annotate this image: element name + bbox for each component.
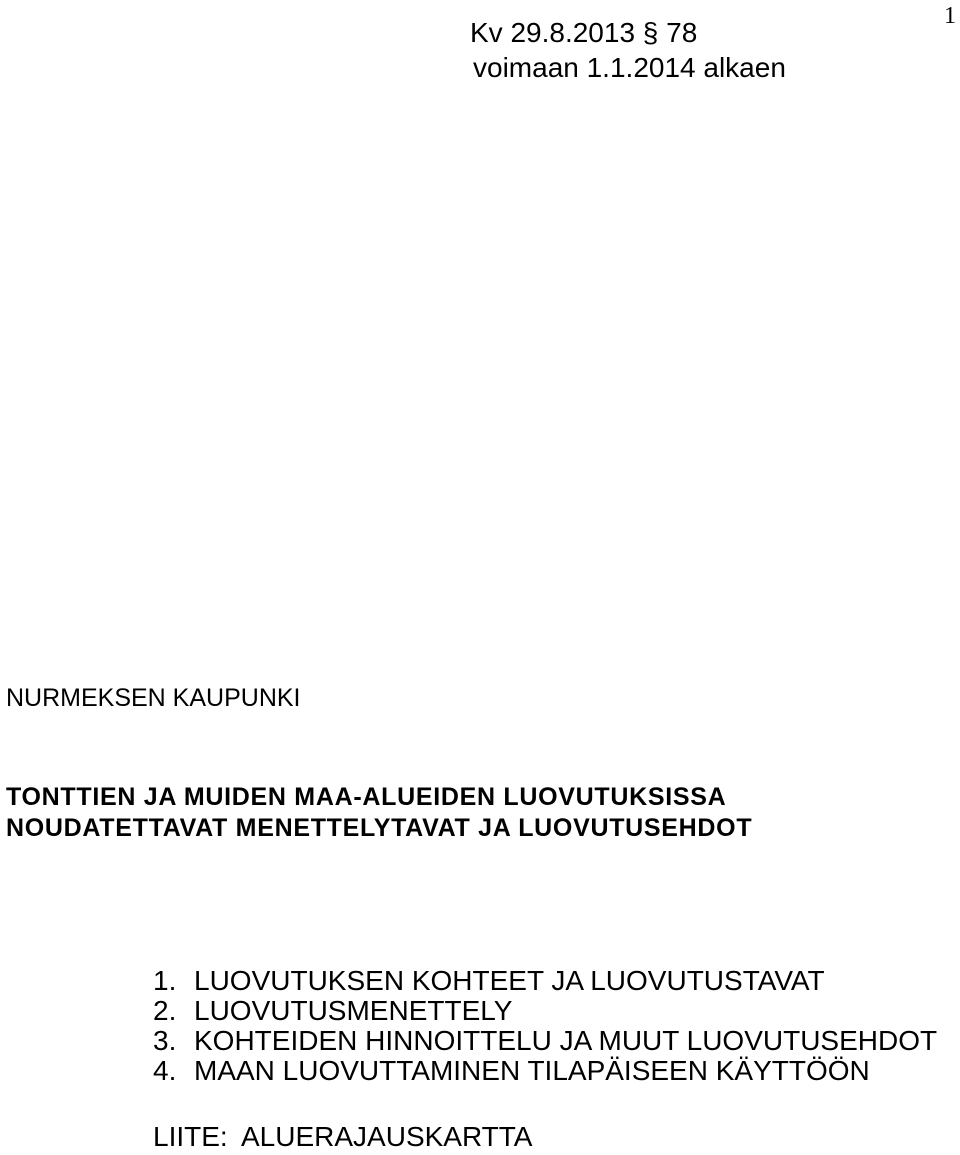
- toc-item-text: LUOVUTUSMENETTELY: [194, 995, 513, 1026]
- toc-item: [153, 1024, 937, 1054]
- toc-item-number: 2.: [153, 995, 177, 1026]
- toc-item-number: 1.: [153, 965, 177, 996]
- toc-item-text: KOHTEIDEN HINNOITTELU JA MUUT LUOVUTUSEHDOT: [194, 1025, 938, 1056]
- toc-item-text: MAAN LUOVUTTAMINEN TILAPÄISEEN KÄYTTÖÖN: [194, 1055, 870, 1086]
- page-number: 1: [944, 3, 956, 29]
- municipality-name: NURMEKSEN KAUPUNKI: [6, 684, 301, 712]
- document-title: [6, 782, 752, 844]
- toc-item-number: 3.: [153, 1025, 177, 1056]
- toc-item: [153, 994, 937, 1024]
- table-of-contents: [153, 964, 937, 1084]
- appendix-line: [153, 1120, 532, 1154]
- toc-item: [153, 964, 937, 994]
- effective-date: voimaan 1.1.2014 alkaen: [473, 52, 786, 83]
- toc-item: [153, 1054, 937, 1084]
- toc-item-number: 4.: [153, 1055, 177, 1086]
- toc-item-text: LUOVUTUKSEN KOHTEET JA LUOVUTUSTAVAT: [194, 965, 825, 996]
- document-title-line-2: NOUDATETTAVAT MENETTELYTAVAT JA LUOVUTUSEHDOT: [6, 814, 753, 842]
- document-title-line-1: TONTTIEN JA MUIDEN MAA-ALUEIDEN LUOVUTUKSISSA: [6, 783, 727, 811]
- appendix-label: LIITE:: [153, 1121, 228, 1152]
- appendix-text: ALUERAJAUSKARTTA: [241, 1121, 533, 1152]
- decision-reference: Kv 29.8.2013 § 78: [470, 17, 698, 48]
